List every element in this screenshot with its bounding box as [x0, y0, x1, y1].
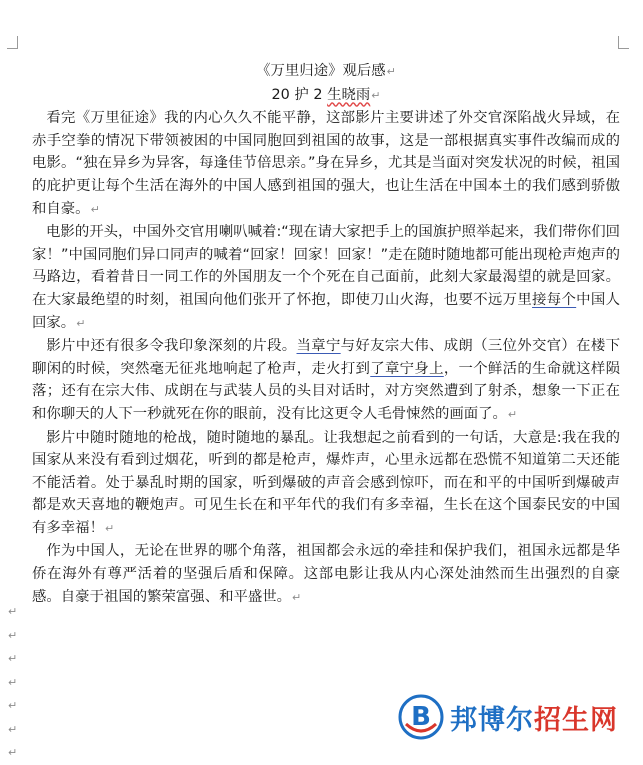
paragraph-text: 影片中随时随地的枪战，随时随地的暴乱。让我想起之前看到的一句话，大意是:我在我的国家从来没有看到过烟花，听到的都是枪声，爆炸声，心里永远都在恐慌不知道第二天还能不能活着。处于暴乱时期的国家，听到爆破的声音会感到惊吓，而在和平的中国听到爆破声都是欢天喜地的鞭炮声。可见生长在和平年代的我们有多幸福，生长在这个国泰民安的中国有多幸福！: [32, 429, 620, 536]
crop-mark-top-left: [7, 36, 18, 49]
paragraph-mark: ↵: [386, 65, 396, 78]
body-paragraph: [32, 427, 620, 541]
watermark-text-part2: 招生网: [534, 704, 618, 736]
body-paragraph: [32, 540, 620, 609]
underlined-text: 接每个: [532, 291, 577, 308]
paragraph-mark: ↵: [507, 407, 518, 421]
empty-paragraph-mark: ↵: [8, 605, 18, 618]
watermark-text-part1: 邦博尔: [450, 704, 534, 736]
empty-paragraph-mark: ↵: [8, 722, 18, 736]
author-name: 生晓雨: [327, 86, 371, 103]
paragraph-mark: ↵: [292, 590, 302, 604]
author-line: 20 护 2 生晓雨↵: [271, 86, 381, 103]
paragraph-text: 影片中还有很多令我印象深刻的片段。: [46, 338, 297, 355]
document-body[interactable]: [32, 60, 620, 609]
paragraph-mark: ↵: [104, 521, 115, 535]
paragraph-list: [32, 107, 620, 609]
body-paragraph: [32, 335, 620, 426]
underlined-text: 了章宁身上: [370, 360, 444, 377]
watermark-logo-icon: [398, 694, 444, 740]
empty-paragraph-marks: [8, 600, 17, 765]
watermark: [398, 692, 618, 742]
paragraph-mark: ↵: [371, 88, 381, 102]
crop-mark-top-right: [618, 36, 629, 49]
underlined-text: 当章宁: [296, 338, 341, 355]
document-title: 《万里归途》观后感↵: [256, 63, 396, 79]
paragraph-text: 中国人回家。: [32, 291, 620, 331]
body-paragraph: [32, 221, 620, 335]
paragraph-text: 电影的开头，中国外交官用喇叭喊着:“现在请大家把手上的国旗护照举起来，我们带你们回家！”中国同胞们异口同声的喊着“回家！回家！回家！”走在随时随地都可能出现枪声炮声的马路边，看着昔日一同工作的外国朋友一个个死在自己面前，此刻大家最渴望的就是回家。在大家最绝望的时刻，祖国向他们张开了怀抱，即使刀山火海，也要不远万里: [32, 224, 620, 308]
watermark-logo-letter: B: [411, 702, 431, 732]
empty-paragraph-mark: ↵: [8, 746, 18, 759]
paragraph-mark: ↵: [76, 316, 86, 330]
paragraph-text: 与好友宗大伟、成朗（三位外交官）在楼下聊闲的时候，突然毫无征兆地响起了枪声，走火打到: [32, 338, 620, 377]
empty-paragraph-mark: ↵: [8, 675, 18, 689]
body-paragraph: [32, 107, 620, 221]
empty-paragraph-mark: ↵: [8, 699, 18, 712]
paragraph-text: 作为中国人，无论在世界的哪个角落，祖国都会永远的牵挂和保护我们，祖国永远都是华侨在海外有尊严活着的坚强后盾和保障。这部电影让我从内心深处油然而生出强烈的自豪感。自豪于祖国的繁荣富强、和平盛世。: [32, 543, 620, 605]
paragraph-mark: ↵: [90, 202, 100, 216]
empty-paragraph-mark: ↵: [8, 628, 18, 642]
paragraph-text: 看完《万里征途》我的内心久久不能平静，这部影片主要讲述了外交官深陷战火异域，在赤手空拳的情况下带领被困的中国同胞回到祖国的故事，这是一部根据真实事件改编而成的电影。“独在异乡为异客，每逢佳节倍思亲。”身在异乡，尤其是当面对突发状况的时候，祖国的庇护更让每个生活在海外的中国人感到祖国的强大，也让生活在中国本土的我们感到骄傲和自豪。: [32, 110, 620, 217]
watermark-text: [450, 698, 618, 737]
paragraph-text: ，一个鲜活的生命就这样陨落；还有在宗大伟、成朗在与武装人员的头目对话时，对方突然遭到了射杀，想象一下正在和你聊天的人下一秒就死在你的眼前，没有比这更令人毛骨悚然的画面了。: [32, 360, 620, 422]
empty-paragraph-mark: ↵: [8, 652, 18, 665]
